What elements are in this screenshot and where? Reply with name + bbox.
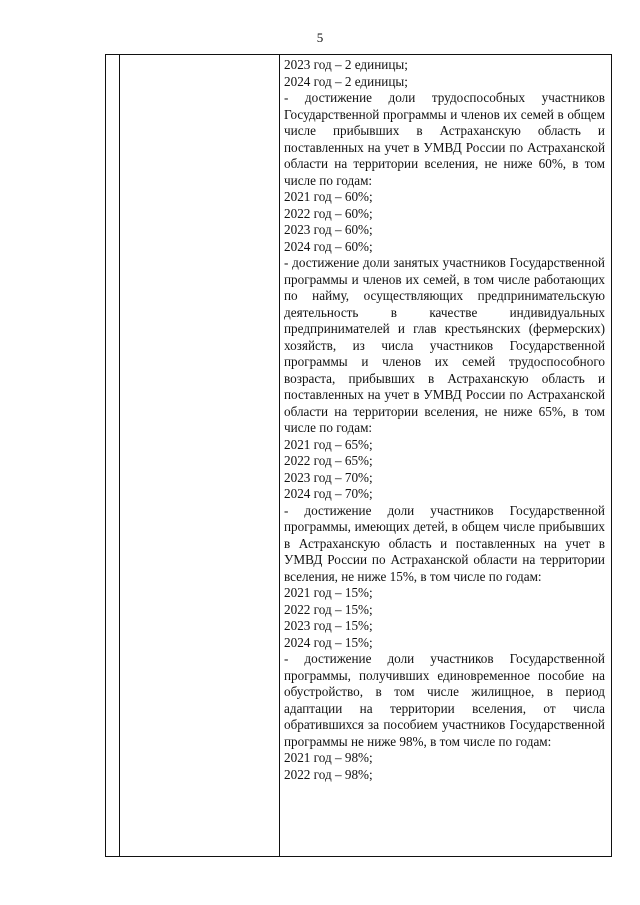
year-value-line: 2022 год – 98%; — [284, 766, 373, 782]
table-column-index — [106, 55, 120, 856]
year-value-line: 2021 год – 15%; — [284, 585, 373, 600]
indicator-paragraph: - достижение доли занятых участников Государственной программы и членов их семей, в том числе работающих по найму, осуществляющих предпринимательскую деятельность в качестве индивидуальных предпринимателей и глав крестьянских (фермерских) хозяйств, из числа участников Государственной программы и членов их семей трудоспособного возраста, прибывших в Астраханскую область и поставленных на учет в УМВД России по Астраханской области на территории вселения, не ниже 65%, в том числе по годам: — [284, 255, 605, 435]
document-table — [105, 54, 612, 857]
year-value-line: 2021 год – 98%; — [284, 750, 373, 765]
year-value-line: 2022 год – 15%; — [284, 601, 373, 617]
year-value-line: 2023 год – 15%; — [284, 618, 373, 633]
year-value-line: 2021 год – 60%; — [284, 189, 373, 204]
indicator-paragraph: - достижение доли трудоспособных участников Государственной программы и членов их семей в общем числе прибывших в Астраханскую область и поставленных на учет в УМВД России по Астраханской области на территории вселения, не ниже 60%, в том числе по годам: — [284, 90, 605, 188]
table-column-label — [120, 55, 280, 856]
table-column-content — [280, 55, 611, 856]
year-value-line: 2023 год – 2 единицы; — [284, 57, 408, 72]
year-value-line: 2024 год – 60%; — [284, 238, 373, 254]
indicator-paragraph: - достижение доли участников Государственной программы, получивших единовременное пособие на обустройство, в том числе жилищное, в период адаптации на территории вселения, от числа обратившихся за пособием участников Государственной программы не ниже 98%, в том числе по годам: — [284, 651, 605, 749]
indicator-paragraph: - достижение доли участников Государственной программы, имеющих детей, в общем числе прибывших в Астраханскую область и поставленных на учет в УМВД России по Астраханской области на территории вселения, не ниже 15%, в том числе по годам: — [284, 502, 605, 584]
year-value-line: 2024 год – 2 единицы; — [284, 73, 408, 89]
year-value-line: 2024 год – 15%; — [284, 634, 373, 650]
year-value-line: 2023 год – 60%; — [284, 222, 373, 237]
year-value-line: 2023 год – 70%; — [284, 469, 373, 485]
page-number: 5 — [316, 30, 324, 45]
year-value-line: 2022 год – 65%; — [284, 453, 373, 468]
year-value-line: 2024 год – 70%; — [284, 486, 373, 501]
year-value-line: 2022 год – 60%; — [284, 205, 373, 221]
year-value-line: 2021 год – 65%; — [284, 436, 373, 452]
